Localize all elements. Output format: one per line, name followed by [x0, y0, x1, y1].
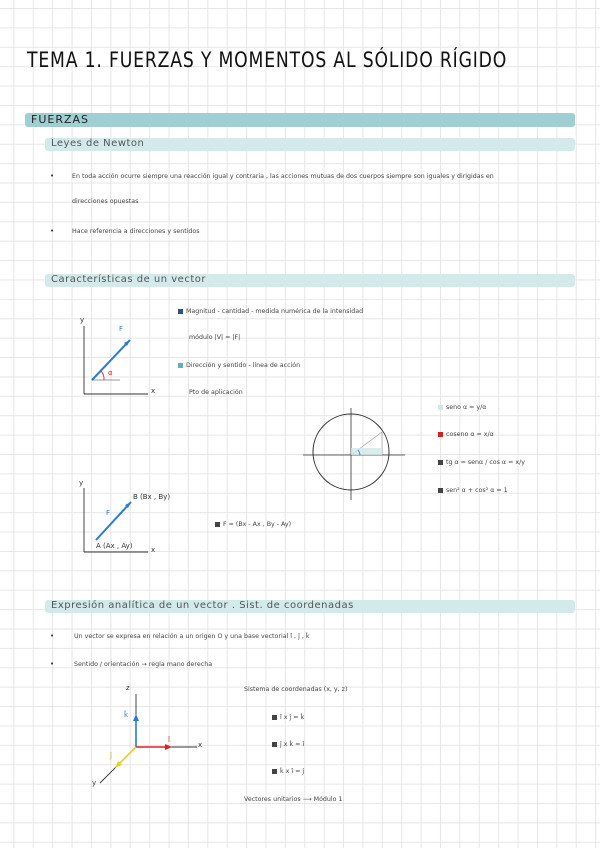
expresion-text-2: Sentido / orientación → regla mano derecha [74, 661, 213, 668]
axis-y-label-2: y [79, 479, 84, 487]
pto-text: Pto de aplicación [189, 389, 243, 396]
bullet-dot: • [50, 227, 55, 235]
point-b-label: B (Bx , By) [133, 493, 171, 501]
k-hat-label: k̂ [124, 711, 129, 719]
axis-y-label: y [80, 316, 85, 324]
section-fuerzas-label: FUERZAS [31, 113, 90, 126]
bullet-dot: • [50, 660, 55, 668]
axis-z-label: z [126, 684, 130, 692]
page-title: TEMA 1. FUERZAS Y MOMENTOS AL SÓLIDO RÍGIDO [27, 48, 508, 72]
newton-text-1: En toda acción ocurre siempre una reacción igual y contraria , las acciones mutuas de dos cuerpos siempre son iguales y dirigidas en [72, 173, 494, 180]
alpha-label: α [108, 369, 113, 377]
bullet-dot: • [50, 172, 55, 180]
axis-x-label-3: x [198, 741, 203, 749]
force-vector-formula: F = (Bx - Ax , By - Ay) [215, 521, 291, 528]
newton-text-3: Hace referencia a direcciones y sentidos [72, 228, 200, 235]
j-hat-label: ĵ [110, 752, 112, 760]
trig-cos: coseno α = x/α [438, 431, 494, 438]
section-leyes-label: Leyes de Newton [51, 138, 145, 149]
cross-rule-2: ĵ x k̂ = î [272, 741, 304, 748]
axis-x-label-2: x [151, 546, 156, 554]
unitarios-text: Vectores unitarios ⟶ Módulo 1 [244, 796, 343, 803]
point-a-label: A (Ax , Ay) [96, 542, 133, 550]
trig-tg: tg α = senα / cos α = x/y [438, 459, 525, 466]
square-bullet-icon [272, 742, 277, 747]
modulo-text: módulo |V| = |F| [189, 334, 241, 341]
trig-sen: seno α = y/α [438, 404, 486, 411]
bullet-dot: • [50, 632, 55, 640]
newton-text-2: direcciones opuestas [72, 198, 139, 205]
i-hat-label: î [168, 736, 170, 744]
sistema-text: Sistema de coordenadas (x, y, z) [244, 686, 348, 693]
force-label: F [119, 325, 124, 333]
section-expresion-label: Expresión analítica de un vector . Sist. de coordenadas [51, 600, 354, 611]
section-caracteristicas-label: Características de un vector [51, 274, 206, 285]
square-bullet-icon [272, 769, 277, 774]
cross-rule-1: î x ĵ = k̂ [272, 714, 304, 721]
axis-x-label: x [151, 387, 156, 395]
square-bullet-icon [272, 715, 277, 720]
force-label-2: F [106, 509, 111, 517]
trig-identity: sen² α + cos² α = 1 [438, 487, 508, 494]
expresion-text-1: Un vector se expresa en relación a un origen O y una base vectorial î , ĵ , k̂ [74, 633, 310, 640]
cross-rule-3: k̂ x î = ĵ [272, 768, 304, 775]
magnitud-text: Magnitud - cantidad - medida numérica de la intensidad [178, 308, 363, 315]
direccion-text: Dirección y sentido - línea de acción [178, 362, 300, 369]
axis-y-label-3: y [92, 779, 97, 787]
